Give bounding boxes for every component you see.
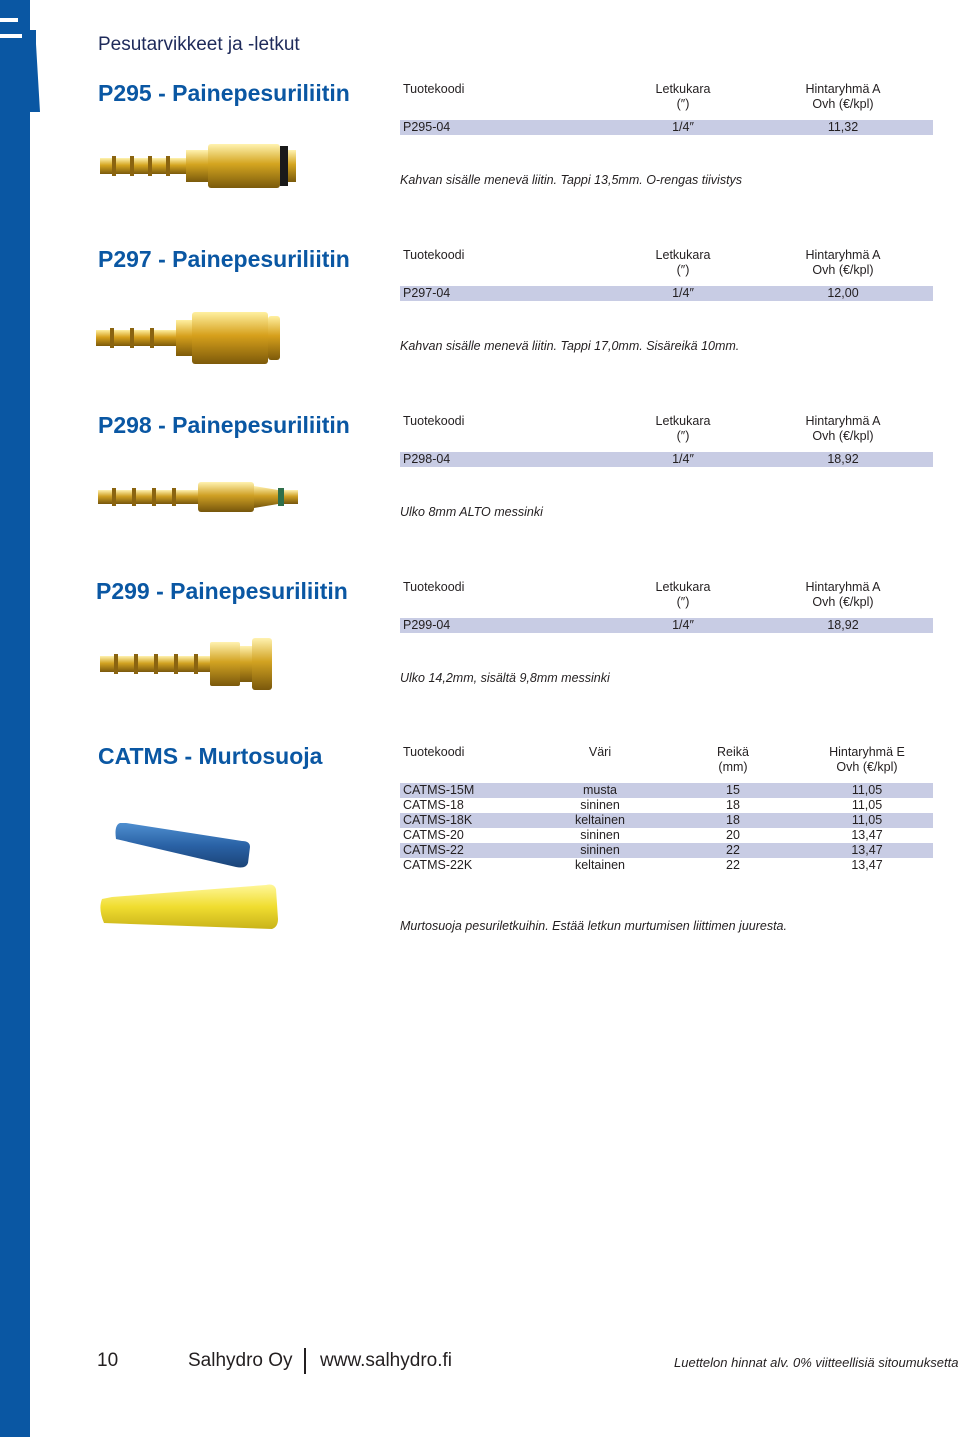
page-number: 10: [97, 1350, 119, 1371]
product-title: P297 - Painepesuriliitin: [98, 246, 350, 272]
col-header-color: Väri: [588, 745, 612, 759]
company-name: Salhydro Oy: [188, 1350, 293, 1371]
col-header-code: Tuotekoodi: [403, 580, 465, 594]
col-header-price: Hintaryhmä E Ovh (€/kpl): [829, 745, 905, 774]
col-header-code: Tuotekoodi: [403, 82, 465, 96]
website-link[interactable]: www.salhydro.fi: [320, 1350, 452, 1371]
table-row: CATMS-18K keltainen 18 11,05: [400, 813, 933, 828]
product-title: P295 - Painepesuriliitin: [98, 80, 350, 106]
product-description: Ulko 14,2mm, sisältä 9,8mm messinki: [400, 671, 610, 685]
table-row: CATMS-15M musta 15 11,05: [400, 783, 933, 798]
product-description: Kahvan sisälle menevä liitin. Tappi 13,5mm. O-rengas tiivistys: [400, 173, 743, 187]
brass-fitting-image: [100, 140, 300, 197]
col-header-code: Tuotekoodi: [403, 414, 465, 428]
col-header-price: Hintaryhmä A Ovh (€/kpl): [805, 414, 881, 443]
brass-fitting-image: [100, 636, 275, 697]
col-header-hose: Letkukara (″): [655, 414, 711, 443]
brass-fitting-image: [98, 478, 303, 523]
col-header-hose: Letkukara (″): [655, 580, 711, 609]
product-description: Ulko 8mm ALTO messinki: [400, 505, 543, 519]
col-header-hose: Letkukara (″): [655, 248, 711, 277]
col-header-hose: Letkukara (″): [655, 82, 711, 111]
table-row: P295-04 1/4″ 11,32: [400, 120, 933, 135]
section-title: Pesutarvikkeet ja -letkut: [98, 34, 300, 55]
brass-fitting-image: [96, 308, 286, 373]
product-title: CATMS - Murtosuoja: [98, 743, 323, 769]
price-disclaimer: Luettelon hinnat alv. 0% viitteellisiä sitoumuksetta: [674, 1355, 959, 1370]
table-row: CATMS-18 sininen 18 11,05: [403, 798, 883, 812]
table-row: CATMS-22 sininen 22 13,47: [400, 843, 933, 858]
brand-side-bar: [0, 0, 30, 1437]
table-row: P299-04 1/4″ 18,92: [400, 618, 933, 633]
table-row: CATMS-20 sininen 20 13,47: [403, 828, 883, 842]
product-title: P299 - Painepesuriliitin: [96, 578, 348, 604]
product-description: Kahvan sisälle menevä liitin. Tappi 17,0mm. Sisäreikä 10mm.: [400, 339, 740, 353]
col-header-code: Tuotekoodi: [403, 745, 465, 759]
table-row: P298-04 1/4″ 18,92: [400, 452, 933, 467]
col-header-hole: Reikä (mm): [717, 745, 749, 774]
bend-protector-sleeves-image: [96, 819, 286, 944]
product-title: P298 - Painepesuriliitin: [98, 412, 350, 438]
table-row: P297-04 1/4″ 12,00: [400, 286, 933, 301]
footer-divider: [304, 1348, 306, 1374]
product-description: Murtosuoja pesuriletkuihin. Estää letkun murtumisen liittimen juuresta.: [400, 919, 787, 933]
brand-corner-shape: [0, 0, 40, 112]
col-header-price: Hintaryhmä A Ovh (€/kpl): [805, 580, 881, 609]
table-row: CATMS-22K keltainen 22 13,47: [403, 858, 883, 872]
col-header-code: Tuotekoodi: [403, 248, 465, 262]
col-header-price: Hintaryhmä A Ovh (€/kpl): [805, 82, 881, 111]
col-header-price: Hintaryhmä A Ovh (€/kpl): [805, 248, 881, 277]
